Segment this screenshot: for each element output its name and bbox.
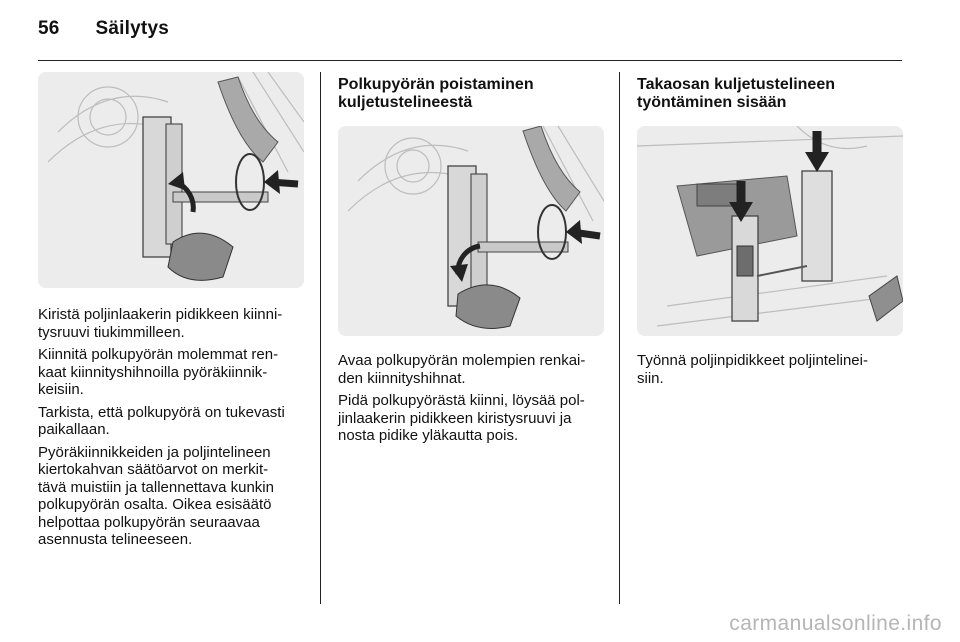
paragraph: Kiristä poljinlaakerin pidikkeen kiinni- tysruuvi tiukimmilleen. (38, 306, 283, 341)
watermark: carmanualsonline.info (729, 612, 942, 635)
carrier-retract-illustration (637, 126, 903, 336)
paragraph: Pidä polkupyörästä kiinni, löysää pol- jinlaakerin pidikkeen kiristysruuvi ja nosta pidike yläkautta pois. (338, 392, 585, 444)
paragraph: Kiinnitä polkupyörän molemmat ren- kaat kiinnityshihnoilla pyöräkiinnik- keisiin. (38, 346, 279, 398)
bike-pedal-release-illustration (338, 126, 604, 336)
column-divider (619, 72, 620, 604)
paragraph: Pyöräkiinnikkeiden ja poljintelineen kiertokahvan säätöarvot on merkit- tävä muistiin ja tallennettava kunkin polkupyörän osalta. Oikea esisäätö helpottaa polkupyörän seuraavaa asennusta telineeseen. (38, 443, 274, 548)
right-column (637, 76, 907, 112)
middle-text-block (338, 352, 610, 450)
paragraph: Avaa polkupyörän molempien renkai- den kiinnityshihnat. (338, 352, 586, 387)
page-header (38, 18, 169, 50)
page-number: 56 (38, 18, 60, 39)
header-rule (38, 60, 902, 61)
paragraph: Työnnä poljinpidikkeet poljintelinei- siin. (637, 352, 868, 387)
section-title: Säilytys (95, 18, 169, 39)
column-divider (320, 72, 321, 604)
bike-pedal-clamp-illustration (38, 72, 304, 288)
section-heading: Takaosan kuljetustelineen työntäminen sisään (637, 76, 835, 111)
right-text-block (637, 352, 907, 392)
paragraph: Tarkista, että polkupyörä on tukevasti paikallaan. (38, 403, 285, 438)
section-heading: Polkupyörän poistaminen kuljetustelineestä (338, 76, 534, 111)
middle-column (338, 76, 608, 112)
left-text-block (38, 306, 314, 554)
